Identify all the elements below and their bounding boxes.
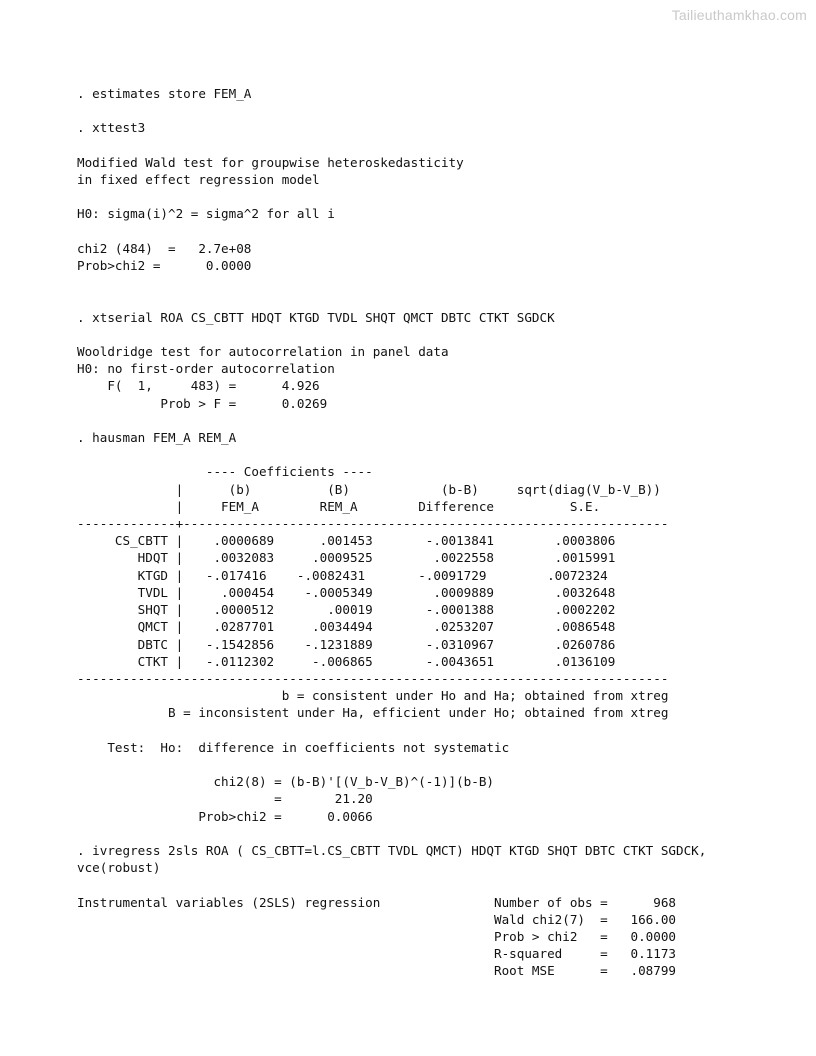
output-line: R-squared = 0.1173 bbox=[77, 946, 676, 962]
output-line: Prob>chi2 = 0.0066 bbox=[77, 808, 373, 824]
output-line bbox=[77, 326, 706, 343]
output-line bbox=[77, 412, 706, 429]
output-line: B = inconsistent under Ha, efficient under Ho; obtained from xtreg bbox=[77, 705, 669, 721]
output-line bbox=[77, 102, 706, 119]
output-line: HDQT | .0032083 .0009525 .0022558 .0015991 bbox=[77, 550, 616, 566]
output-line bbox=[77, 446, 706, 463]
output-line bbox=[77, 274, 706, 291]
output-line: Prob > F = 0.0269 bbox=[77, 395, 328, 411]
output-line: QMCT | .0287701 .0034494 .0253207 .0086548 bbox=[77, 619, 616, 635]
output-line: Prob > chi2 = 0.0000 bbox=[77, 928, 676, 944]
output-line: | FEM_A REM_A Difference S.E. bbox=[77, 498, 601, 514]
output-line: TVDL | .000454 -.0005349 .0009889 .0032648 bbox=[77, 584, 616, 600]
output-line bbox=[77, 291, 706, 308]
output-line: = 21.20 bbox=[77, 791, 373, 807]
output-line: . estimates store FEM_A bbox=[77, 86, 252, 101]
output-line: H0: no first-order autocorrelation bbox=[77, 361, 335, 377]
output-line bbox=[77, 223, 706, 240]
output-line: -------------+---------------------------------------------------------------- bbox=[77, 516, 669, 532]
output-line: Wooldridge test for autocorrelation in panel data bbox=[77, 344, 449, 360]
output-line: Test: Ho: difference in coefficients not systematic bbox=[77, 739, 510, 755]
output-line: . xtserial ROA CS_CBTT HDQT KTGD TVDL SHQT QMCT DBTC CTKT SGDCK bbox=[77, 309, 555, 325]
output-line: vce(robust) bbox=[77, 860, 161, 876]
output-line: CTKT | -.0112302 -.006865 -.0043651 .0136109 bbox=[77, 653, 616, 669]
output-line: ------------------------------------------------------------------------------ bbox=[77, 670, 669, 686]
output-line: H0: sigma(i)^2 = sigma^2 for all i bbox=[77, 206, 335, 222]
output-line: chi2(8) = (b-B)'[(V_b-V_B)^(-1)](b-B) bbox=[77, 774, 495, 790]
output-line: . xttest3 bbox=[77, 120, 146, 136]
output-line: . hausman FEM_A REM_A bbox=[77, 430, 237, 446]
output-line: Root MSE = .08799 bbox=[77, 963, 676, 979]
output-line: Instrumental variables (2SLS) regression Number of obs = 968 bbox=[77, 894, 676, 910]
output-line: b = consistent under Ho and Ha; obtained from xtreg bbox=[77, 688, 669, 704]
output-line: F( 1, 483) = 4.926 bbox=[77, 378, 320, 394]
output-line: | (b) (B) (b-B) sqrt(diag(V_b-V_B)) bbox=[77, 481, 661, 497]
output-line bbox=[77, 188, 706, 205]
output-line: Wald chi2(7) = 166.00 bbox=[77, 911, 676, 927]
output-line: CS_CBTT | .0000689 .001453 -.0013841 .0003806 bbox=[77, 533, 616, 549]
output-line bbox=[77, 722, 706, 739]
output-line: DBTC | -.1542856 -.1231889 -.0310967 .0260786 bbox=[77, 636, 616, 652]
output-line bbox=[77, 825, 706, 842]
output-line: . ivregress 2sls ROA ( CS_CBTT=l.CS_CBTT TVDL QMCT) HDQT KTGD SHQT DBTC CTKT SGDCK, bbox=[77, 842, 707, 858]
output-line: in fixed effect regression model bbox=[77, 172, 320, 188]
output-line: SHQT | .0000512 .00019 -.0001388 .0002202 bbox=[77, 602, 616, 618]
output-line: ---- Coefficients ---- bbox=[77, 464, 373, 480]
output-line: KTGD | -.017416 -.0082431 -.0091729 .0072324 bbox=[77, 567, 608, 583]
output-line bbox=[77, 756, 706, 773]
output-line: Prob>chi2 = 0.0000 bbox=[77, 258, 252, 274]
stata-output bbox=[77, 85, 706, 980]
watermark-text: Tailieuthamkhao.com bbox=[671, 7, 807, 23]
output-line: Modified Wald test for groupwise heteroskedasticity bbox=[77, 154, 464, 170]
output-line: chi2 (484) = 2.7e+08 bbox=[77, 240, 252, 256]
output-line bbox=[77, 137, 706, 154]
output-line bbox=[77, 876, 706, 893]
